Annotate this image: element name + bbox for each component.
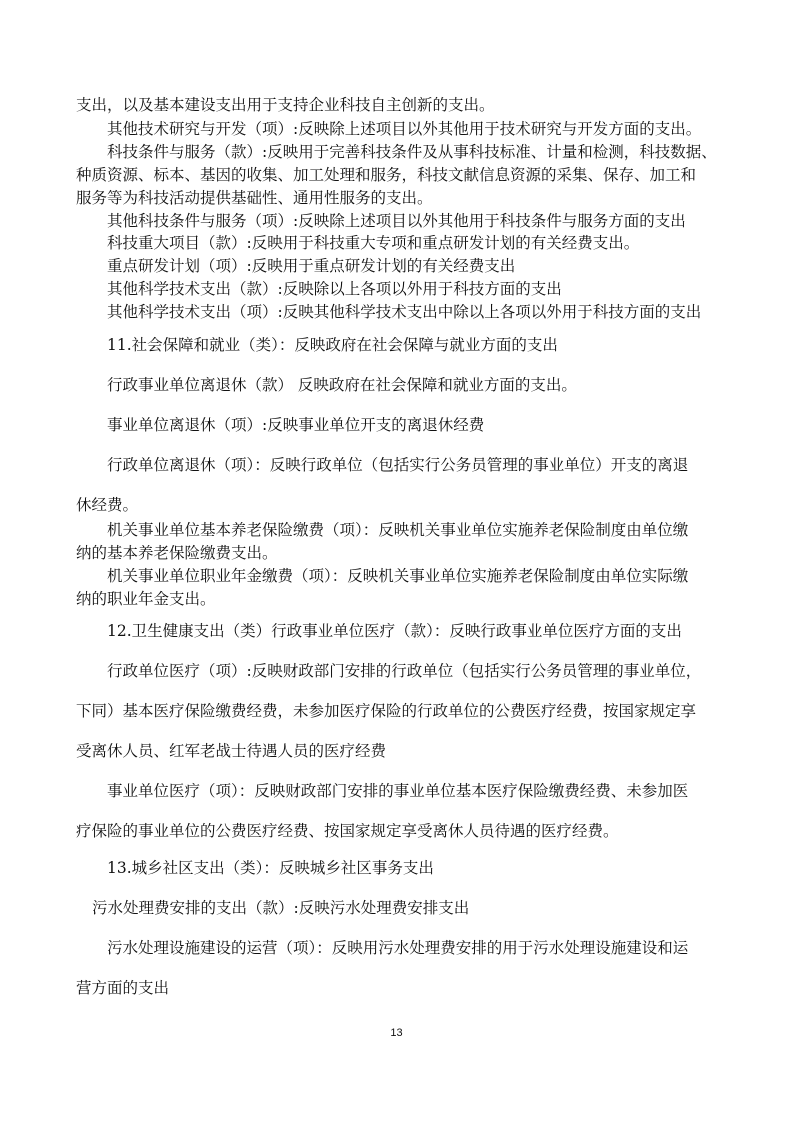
text-line: 休经费。 bbox=[76, 496, 139, 514]
text-line: 营方面的支出 bbox=[76, 979, 170, 997]
text-line: 纳的职业年金支出。 bbox=[76, 590, 216, 608]
text-line: 科技重大项目（款）:反映用于科技重大专项和重点研发计划的有关经费支出。 bbox=[107, 234, 640, 252]
text-line: 下同）基本医疗保险缴费经费，未参加医疗保险的行政单位的公费医疗经费，按国家规定享 bbox=[76, 702, 697, 720]
text-line: 其他科技条件与服务（项）:反映除上述项目以外其他用于科技条件与服务方面的支出 bbox=[107, 212, 686, 230]
text-line: 种质资源、标本、基因的收集、加工处理和服务，科技文献信息资源的采集、保存、加工和 bbox=[76, 166, 697, 184]
text-line: 其他科学技术支出（项）:反映其他科学技术支出中除以上各项以外用于科技方面的支出 bbox=[107, 303, 702, 321]
page-number: 13 bbox=[390, 1027, 403, 1039]
text-line: 行政单位离退休（项）：反映行政单位（包括实行公务员管理的事业单位）开支的离退 bbox=[107, 456, 689, 474]
text-line: 行政单位医疗（项）:反映财政部门安排的行政单位（包括实行公务员管理的事业单位， bbox=[107, 662, 702, 680]
text-line: 受离休人员、红军老战士待遇人员的医疗经费 bbox=[76, 742, 387, 760]
text-line: 事业单位医疗（项）：反映财政部门安排的事业单位基本医疗保险缴费经费、未参加医 bbox=[107, 782, 689, 800]
text-line: 污水处理设施建设的运营（项）：反映用污水处理费安排的用于污水处理设施建设和运 bbox=[107, 939, 689, 957]
text-line: 机关事业单位基本养老保险缴费（项）：反映机关事业单位实施养老保险制度由单位缴 bbox=[107, 521, 689, 539]
text-line: 事业单位离退休（项）:反映事业单位开支的离退休经费 bbox=[107, 416, 485, 434]
section-heading: 12.卫生健康支出（类）行政事业单位医疗（款）：反映行政事业单位医疗方面的支出 bbox=[107, 622, 682, 640]
text-line: 重点研发计划（项）:反映用于重点研发计划的有关经费支出 bbox=[107, 257, 516, 275]
section-heading: 13.城乡社区支出（类）：反映城乡社区事务支出 bbox=[107, 859, 434, 877]
text-line: 其他科学技术支出（款）:反映除以上各项以外用于科技方面的支出 bbox=[107, 280, 562, 298]
text-line: 污水处理费安排的支出（款）:反映污水处理费安排支出 bbox=[92, 899, 470, 917]
text-line: 纳的基本养老保险缴费支出。 bbox=[76, 544, 278, 562]
section-heading: 11.社会保障和就业（类）：反映政府在社会保障与就业方面的支出 bbox=[107, 336, 558, 354]
text-line: 科技条件与服务（款）:反映用于完善科技条件及从事科技标准、计量和检测，科技数据、 bbox=[107, 143, 717, 161]
text-line: 行政事业单位离退休（款） 反映政府在社会保障和就业方面的支出。 bbox=[107, 376, 577, 394]
text-line: 机关事业单位职业年金缴费（项）：反映机关事业单位实施养老保险制度由单位实际缴 bbox=[107, 567, 689, 585]
text-line: 支出，以及基本建设支出用于支持企业科技自主创新的支出。 bbox=[76, 96, 495, 114]
text-line: 服务等为科技活动提供基础性、通用性服务的支出。 bbox=[76, 189, 433, 207]
text-line: 疗保险的事业单位的公费医疗经费、按国家规定享受离休人员待遇的医疗经费。 bbox=[76, 822, 619, 840]
text-line: 其他技术研究与开发（项）:反映除上述项目以外其他用于技术研究与开发方面的支出。 bbox=[107, 120, 702, 138]
